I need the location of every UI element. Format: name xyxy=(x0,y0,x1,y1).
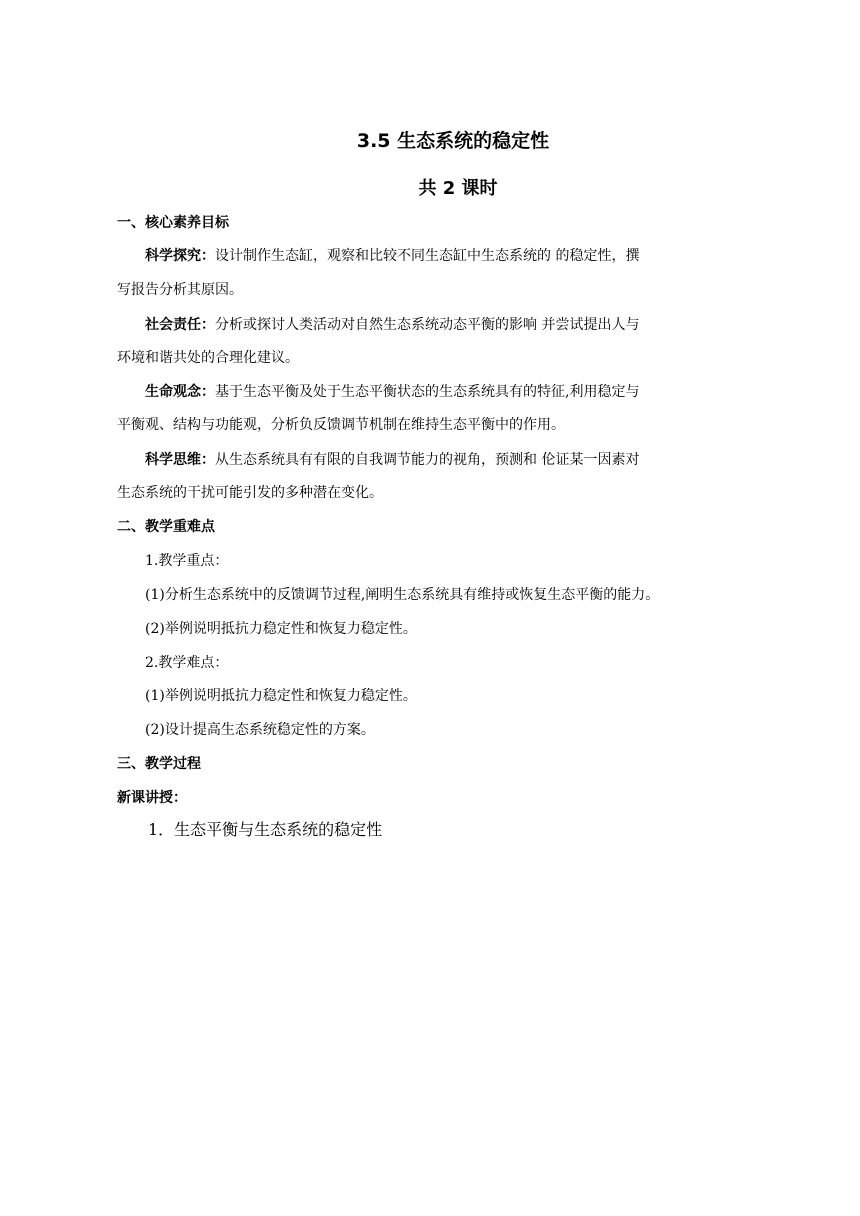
goal-text-continued: 写报告分析其原因。 xyxy=(117,282,243,298)
goal-text-continued: 环境和谐共处的合理化建议。 xyxy=(117,350,299,366)
goal-label: 社会责任： xyxy=(145,317,215,333)
goal-paragraph xyxy=(145,315,639,335)
goal-text: 设计制作生态缸，观察和比较不同生态缸中生态系统的 的稳定性，撰 xyxy=(215,248,640,264)
list-item: (2)设计提高生态系统稳定性的方案。 xyxy=(145,722,375,738)
goal-text-continued: 生态系统的干扰可能引发的多种潜在变化。 xyxy=(117,485,383,501)
goal-text: 从生态系统具有有限的自我调节能力的视角，预测和 伦证某一因素对 xyxy=(215,452,640,468)
section-heading-key-points: 二、教学重难点 xyxy=(117,519,215,535)
goal-label: 科学思维： xyxy=(145,452,215,468)
list-item: 1.教学重点： xyxy=(145,553,229,569)
goal-paragraph xyxy=(145,382,639,402)
goal-label: 科学探究： xyxy=(145,248,215,264)
page-title: 3.5 生态系统的稳定性 xyxy=(356,130,550,152)
goal-label: 生命观念： xyxy=(145,384,215,400)
section-heading-goals: 一、核心素养目标 xyxy=(117,215,229,231)
subheading-new-lesson: 新课讲授： xyxy=(117,790,187,806)
list-item: (1)分析生态系统中的反馈调节过程,阐明生态系统具有维持或恢复生态平衡的能力。 xyxy=(145,587,660,603)
section-heading-process: 三、教学过程 xyxy=(117,756,201,772)
goal-text-continued: 平衡观、结构与功能观，分析负反馈调节机制在维持生态平衡中的作用。 xyxy=(117,417,565,433)
goal-paragraph xyxy=(145,246,639,266)
page-subtitle: 共 2 课时 xyxy=(418,178,498,199)
list-item: 2.教学难点： xyxy=(145,655,229,671)
goal-paragraph xyxy=(145,450,639,470)
goal-text: 基于生态平衡及处于生态平衡状态的生态系统具有的特征,利用稳定与 xyxy=(215,384,640,400)
list-item: (1)举例说明抵抗力稳定性和恢复力稳定性。 xyxy=(145,688,417,704)
list-item: (2)举例说明抵抗力稳定性和恢复力稳定性。 xyxy=(145,621,417,637)
goal-text: 分析或探讨人类活动对自然生态系统动态平衡的影响 并尝试提出人与 xyxy=(215,317,640,333)
lesson-item: 1．生态平衡与生态系统的稳定性 xyxy=(148,820,383,839)
